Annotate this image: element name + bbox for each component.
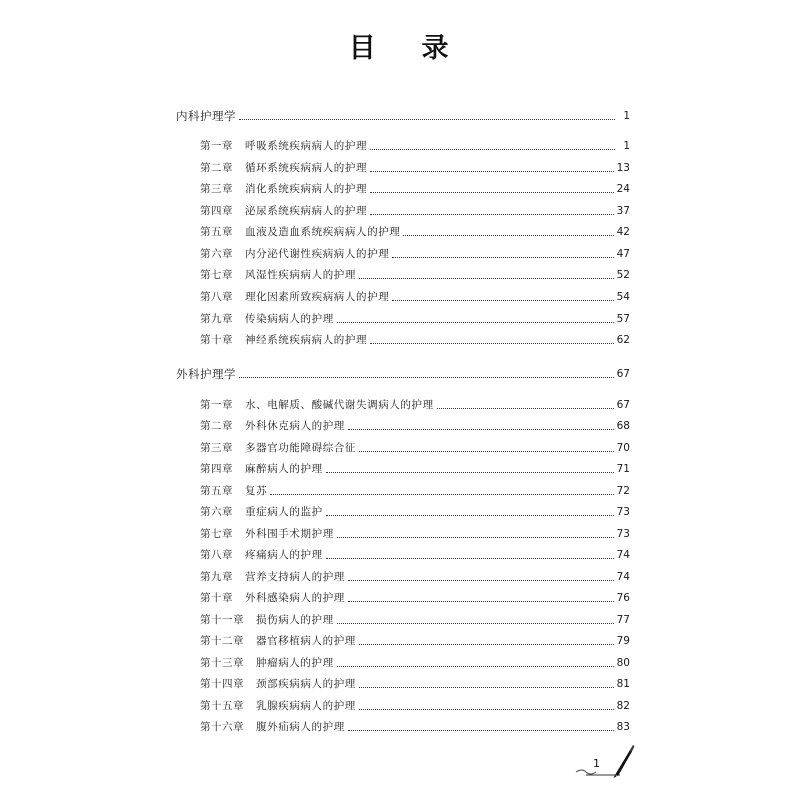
- toc-chapter[interactable]: [176, 201, 630, 221]
- chapter-title: 重症病人的监护: [245, 506, 323, 518]
- chapter-title: 水、电解质、酸碱代谢失调病人的护理: [245, 399, 434, 411]
- chapter-title: 复苏: [245, 485, 268, 497]
- chapter-title: 麻醉病人的护理: [245, 463, 323, 475]
- dot-leader: [359, 686, 614, 688]
- chapter-number: 第六章: [200, 248, 233, 260]
- chapter-title: 疼痛病人的护理: [245, 549, 323, 561]
- part-title: 外科护理学: [176, 367, 236, 381]
- dot-leader: [326, 471, 614, 473]
- chapter-title: 外科休克病人的护理: [245, 420, 345, 432]
- dot-leader: [270, 493, 613, 495]
- toc-chapter[interactable]: [176, 653, 630, 673]
- page-number: 67: [616, 368, 630, 380]
- chapter-title: 腹外疝病人的护理: [256, 721, 345, 733]
- dot-leader: [359, 643, 614, 645]
- chapter-number: 第十三章: [200, 657, 244, 669]
- dot-leader: [370, 213, 614, 215]
- dot-leader: [239, 376, 614, 378]
- toc-chapter[interactable]: [176, 244, 630, 264]
- toc-part-internal-medicine[interactable]: [176, 106, 630, 126]
- chapter-title: 呼吸系统疾病病人的护理: [245, 140, 368, 152]
- chapter-title: 消化系统疾病病人的护理: [245, 183, 368, 195]
- dot-leader: [437, 407, 614, 409]
- chapter-title: 器官移植病人的护理: [256, 635, 356, 647]
- dot-leader: [359, 450, 614, 452]
- chapter-title: 肿瘤病人的护理: [256, 657, 334, 669]
- toc-chapter[interactable]: [176, 416, 630, 436]
- toc-chapter[interactable]: [176, 265, 630, 285]
- dot-leader: [348, 729, 614, 731]
- chapter-number: 第十一章: [200, 614, 244, 626]
- title-char-1: 目: [348, 33, 379, 64]
- page-number: 68: [616, 420, 630, 432]
- chapter-title: 多器官功能障碍综合征: [245, 442, 356, 454]
- toc-chapter[interactable]: [176, 309, 630, 329]
- toc-part-surgery[interactable]: [176, 364, 630, 384]
- page-number: 47: [616, 248, 630, 260]
- page-number: 74: [616, 571, 630, 583]
- toc-chapter[interactable]: [176, 588, 630, 608]
- dot-leader: [239, 118, 615, 120]
- chapter-number: 第七章: [200, 528, 233, 540]
- page-number: 70: [616, 442, 630, 454]
- chapter-title: 风湿性疾病病人的护理: [245, 269, 356, 281]
- chapter-title: 外科围手术期护理: [245, 528, 334, 540]
- dot-leader: [403, 234, 613, 236]
- page-number: 74: [616, 549, 630, 561]
- dot-leader: [359, 708, 614, 710]
- dot-leader: [337, 536, 614, 538]
- dot-leader: [348, 600, 614, 602]
- page-number: 42: [616, 226, 630, 238]
- pen-icon: [572, 742, 642, 782]
- toc-chapter[interactable]: [176, 158, 630, 178]
- chapter-title: 神经系统疾病病人的护理: [245, 334, 368, 346]
- chapter-number: 第十五章: [200, 700, 244, 712]
- toc-chapter[interactable]: [176, 395, 630, 415]
- page-number: 52: [616, 269, 630, 281]
- toc-chapter[interactable]: [176, 502, 630, 522]
- page-number: 80: [616, 657, 630, 669]
- chapter-title: 理化因素所致疾病病人的护理: [245, 291, 390, 303]
- chapter-number: 第四章: [200, 205, 233, 217]
- chapter-number: 第八章: [200, 291, 233, 303]
- chapter-title: 营养支持病人的护理: [245, 571, 345, 583]
- chapter-title: 颈部疾病病人的护理: [256, 678, 356, 690]
- dot-leader: [370, 191, 614, 193]
- chapter-number: 第二章: [200, 162, 233, 174]
- chapter-number: 第二章: [200, 420, 233, 432]
- page-number: 82: [616, 700, 630, 712]
- dot-leader: [326, 557, 614, 559]
- chapter-title: 传染病病人的护理: [245, 313, 334, 325]
- page-title: [0, 26, 800, 65]
- chapter-number: 第一章: [200, 140, 233, 152]
- page-number: 54: [616, 291, 630, 303]
- page-number: 77: [616, 614, 630, 626]
- toc-chapter[interactable]: [176, 481, 630, 501]
- chapter-number: 第十章: [200, 334, 233, 346]
- chapter-number: 第四章: [200, 463, 233, 475]
- chapter-number: 第五章: [200, 485, 233, 497]
- dot-leader: [348, 579, 614, 581]
- page-number: 1: [623, 110, 630, 122]
- toc-chapter[interactable]: [176, 717, 630, 737]
- toc-chapter[interactable]: [176, 524, 630, 544]
- chapter-number: 第九章: [200, 313, 233, 325]
- toc-chapter[interactable]: [176, 222, 630, 242]
- chapter-number: 第三章: [200, 183, 233, 195]
- page-number: 76: [616, 592, 630, 604]
- toc-chapter[interactable]: [176, 438, 630, 458]
- toc-chapter[interactable]: [176, 610, 630, 630]
- toc-chapter[interactable]: [176, 631, 630, 651]
- dot-leader: [337, 665, 614, 667]
- footer-page-number: 1: [593, 757, 600, 770]
- page-number: 37: [616, 205, 630, 217]
- page-number: 67: [616, 399, 630, 411]
- toc-chapter[interactable]: [176, 696, 630, 716]
- page-number: 83: [616, 721, 630, 733]
- chapter-number: 第六章: [200, 506, 233, 518]
- chapter-title: 循环系统疾病病人的护理: [245, 162, 368, 174]
- toc-chapter[interactable]: [176, 567, 630, 587]
- page-number: 81: [616, 678, 630, 690]
- page-number: 13: [616, 162, 630, 174]
- toc-chapter[interactable]: [176, 545, 630, 565]
- page-number: 1: [623, 140, 630, 152]
- toc-chapter[interactable]: [176, 459, 630, 479]
- toc-chapter[interactable]: [176, 136, 630, 156]
- dot-leader: [348, 428, 614, 430]
- page-number: 62: [616, 334, 630, 346]
- dot-leader: [370, 342, 614, 344]
- toc-chapter[interactable]: [176, 179, 630, 199]
- chapter-title: 乳腺疾病病人的护理: [256, 700, 356, 712]
- part-title: 内科护理学: [176, 109, 236, 123]
- dot-leader: [337, 622, 614, 624]
- dot-leader: [392, 299, 613, 301]
- page-number: 72: [616, 485, 630, 497]
- chapter-number: 第一章: [200, 399, 233, 411]
- page-number: 73: [616, 528, 630, 540]
- toc-chapter[interactable]: [176, 287, 630, 307]
- dot-leader: [370, 170, 614, 172]
- chapter-number: 第七章: [200, 269, 233, 281]
- dot-leader: [337, 321, 614, 323]
- dot-leader: [359, 277, 614, 279]
- page-number: 57: [616, 313, 630, 325]
- page-number: 71: [616, 463, 630, 475]
- chapter-number: 第十章: [200, 592, 233, 604]
- page-number: 79: [616, 635, 630, 647]
- chapter-title: 内分泌代谢性疾病病人的护理: [245, 248, 390, 260]
- chapter-number: 第九章: [200, 571, 233, 583]
- toc-chapter[interactable]: [176, 330, 630, 350]
- chapter-title: 血液及造血系统疾病病人的护理: [245, 226, 401, 238]
- chapter-title: 泌尿系统疾病病人的护理: [245, 205, 368, 217]
- dot-leader: [326, 514, 614, 516]
- toc-chapter[interactable]: [176, 674, 630, 694]
- page-number: 73: [616, 506, 630, 518]
- chapter-number: 第十二章: [200, 635, 244, 647]
- chapter-title: 外科感染病人的护理: [245, 592, 345, 604]
- chapter-title: 损伤病人的护理: [256, 614, 334, 626]
- dot-leader: [392, 256, 613, 258]
- page-number: 24: [616, 183, 630, 195]
- chapter-number: 第八章: [200, 549, 233, 561]
- chapter-number: 第五章: [200, 226, 233, 238]
- title-char-2: 录: [421, 33, 452, 64]
- chapter-number: 第三章: [200, 442, 233, 454]
- chapter-number: 第十四章: [200, 678, 244, 690]
- chapter-number: 第十六章: [200, 721, 244, 733]
- dot-leader: [370, 148, 615, 150]
